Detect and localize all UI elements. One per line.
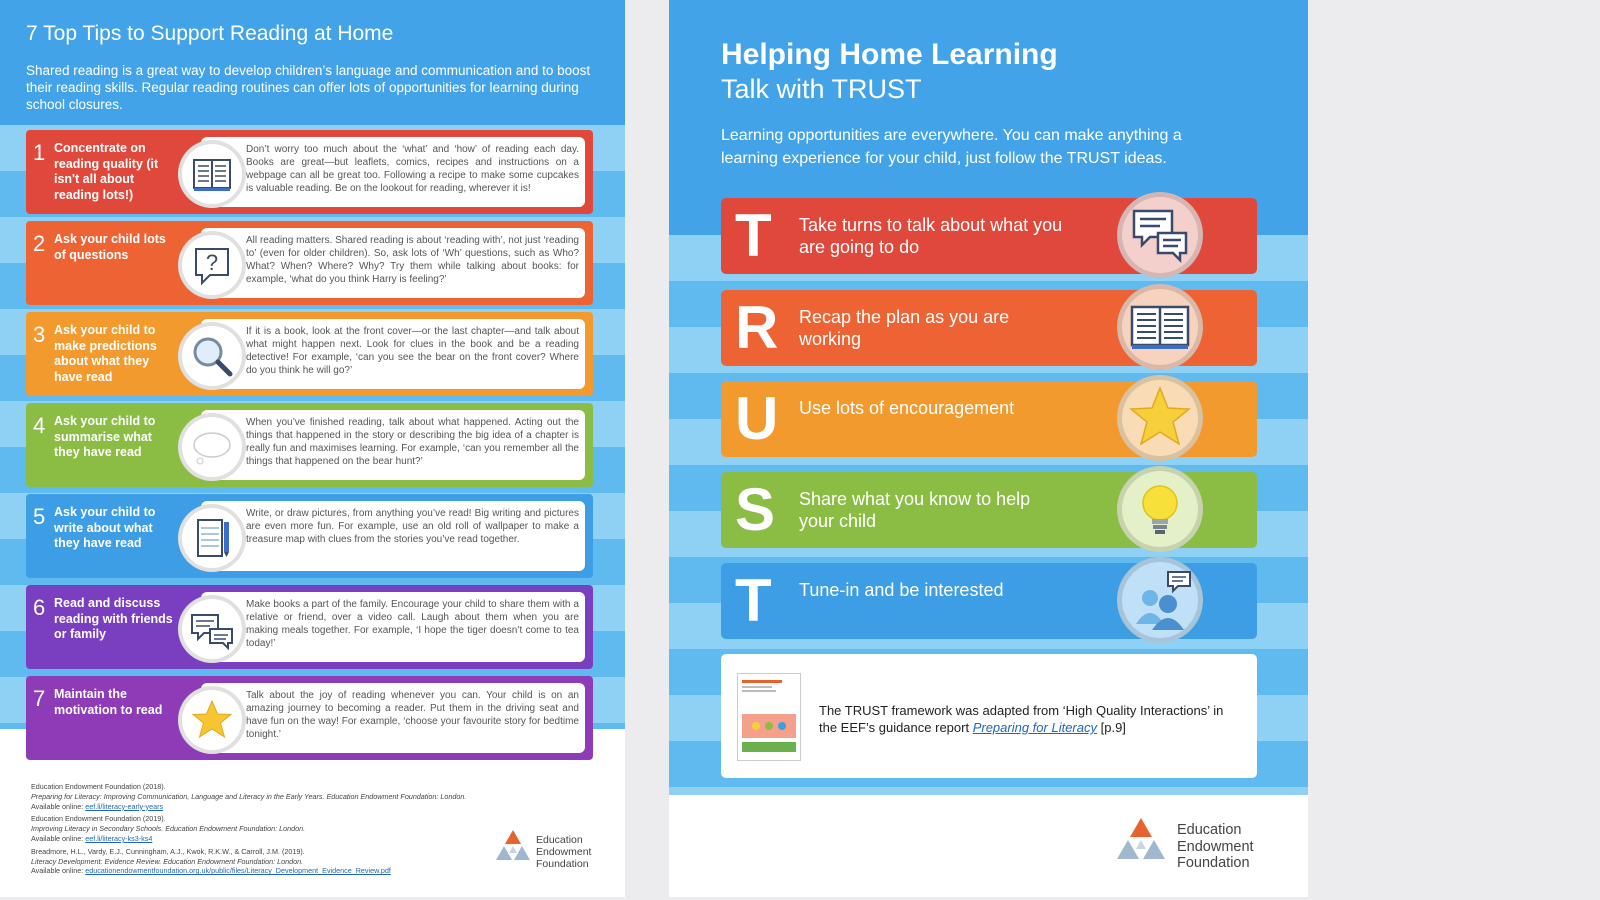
tip-body: Write, or draw pictures, from anything you’ve read! Big writing and pictures are even more fun. For example, use an old roll of wallpaper to make a treasure map with clues from the stories you’ve read together. bbox=[246, 508, 579, 545]
svg-text:?: ? bbox=[205, 250, 219, 275]
poster-intro: Learning opportunities are everywhere. You can make anything a learning experience for your child, just follow the TRUST ideas. bbox=[721, 127, 1182, 167]
tip-title: Ask your child to write about what they have read bbox=[54, 505, 156, 550]
thought-cloud-icon bbox=[178, 413, 246, 481]
reading-tips-poster bbox=[0, 0, 625, 897]
reference-text bbox=[819, 702, 1239, 736]
reference-line: Education Endowment Foundation (2018). bbox=[31, 782, 166, 791]
tip-body: Make books a part of the family. Encourage your child to share them with a relative or friend, over a video call. Laugh about them when you are making meals together. For example, ‘I hope the tiger doesn’t come to tea today!’ bbox=[246, 599, 579, 649]
star-icon bbox=[1117, 375, 1203, 461]
tip-title: Ask your child lots of questions bbox=[54, 232, 166, 262]
question-bubble-icon bbox=[178, 231, 246, 299]
trust-letter: U bbox=[735, 385, 779, 452]
trust-text: Take turns to talk about what you are going to do bbox=[799, 215, 1063, 257]
tip-card-1 bbox=[26, 130, 593, 214]
trust-row-u-encouragement bbox=[721, 381, 1257, 457]
magnifying-glass-icon bbox=[178, 322, 246, 390]
poster-subtitle: Talk with TRUST bbox=[721, 74, 922, 104]
reference-available: Available online: bbox=[31, 833, 84, 843]
trust-poster bbox=[669, 0, 1308, 897]
trust-letter: R bbox=[735, 294, 779, 361]
speech-bubbles-icon bbox=[1117, 192, 1203, 278]
tip-body: Talk about the joy of reading whenever you can. Your child is on an amazing journey to becoming a reader. Put them in the driving seat and have fun on the way! For example, ‘choose your favourite story for bedtime tonight.’ bbox=[246, 690, 579, 740]
lightbulb-icon bbox=[1117, 466, 1203, 552]
reference-available: Available online: bbox=[31, 801, 84, 811]
reference-page: [p.9] bbox=[1100, 720, 1126, 735]
reference-line: Preparing for Literacy: Improving Communication, Language and Literacy in the Early Years. Education Endowment Foundation: London. bbox=[31, 791, 467, 801]
references bbox=[31, 782, 491, 879]
trust-text: Share what you know to help your child bbox=[799, 489, 1031, 531]
reference-entry bbox=[31, 782, 491, 811]
poster-intro: Shared reading is a great way to develop children’s language and communication and to boost their reading skills. Regular reading routines can offer lots of opportunities for learning during school closures. bbox=[26, 63, 591, 112]
reference-line: Literacy Development: Evidence Review. Education Endowment Foundation: London. bbox=[31, 856, 304, 866]
logo-line: Education bbox=[1177, 822, 1242, 838]
trust-text: Recap the plan as you are working bbox=[799, 307, 1010, 349]
reference-available: Available online: bbox=[31, 866, 84, 876]
tip-title: Maintain the motivation to read bbox=[54, 687, 163, 717]
trust-letter: T bbox=[735, 202, 772, 269]
chat-bubbles-icon bbox=[178, 595, 246, 663]
poster-title: Helping Home Learning bbox=[721, 38, 1058, 71]
trust-row-s-share bbox=[721, 472, 1257, 548]
tip-body: Don’t worry too much about the ‘what’ and ‘how’ of reading each day. Books are great—but leaflets, comics, recipes and instructions on a webpage can all be great too. Following a recipe to make some cupcakes is valuable reading. Be on the lookout for reading, wherever it is! bbox=[246, 144, 579, 194]
reference-card bbox=[721, 654, 1257, 778]
eef-logo-text bbox=[1177, 822, 1254, 872]
eef-logo-text bbox=[536, 834, 591, 870]
eef-logo-icon bbox=[494, 830, 532, 866]
guidance-report-thumbnail[interactable] bbox=[737, 673, 801, 761]
reference-line: Breadmore, H.L., Vardy, E.J., Cunningham, A.J., Kwok, R.K.W., & Carroll, J.M. (2019). bbox=[31, 846, 305, 856]
logo-line: Education bbox=[536, 834, 583, 846]
tip-body: If it is a book, look at the front cover—or the last chapter—and talk about what might happen next. Look for clues in the book and be a reading detective! For example, ‘can you see the bear on the front cover? Where do you think he will go?’ bbox=[246, 326, 579, 376]
tip-title: Concentrate on reading quality (it isn't all about reading lots!) bbox=[54, 141, 159, 202]
people-chat-icon bbox=[1117, 557, 1203, 643]
tip-number: 5 bbox=[33, 504, 46, 529]
reference-line: Education Endowment Foundation (2019). bbox=[31, 814, 166, 824]
trust-text: Use lots of encouragement bbox=[799, 398, 1015, 418]
logo-line: Endowment bbox=[1177, 838, 1254, 855]
tip-number: 4 bbox=[33, 413, 46, 438]
tip-card-4 bbox=[26, 403, 593, 487]
trust-row-t-tune-in bbox=[721, 563, 1257, 639]
reference-entry bbox=[31, 814, 491, 843]
open-book-icon bbox=[1117, 284, 1203, 370]
tip-card-6 bbox=[26, 585, 593, 669]
tip-number: 6 bbox=[33, 595, 46, 620]
reference-link[interactable]: eef.li/literacy-ks3-ks4 bbox=[85, 833, 153, 843]
tip-card-5 bbox=[26, 494, 593, 578]
logo-line: Endowment bbox=[536, 846, 592, 858]
tip-title: Ask your child to make predictions about what they have read bbox=[54, 323, 157, 384]
poster-title: 7 Top Tips to Support Reading at Home bbox=[26, 22, 394, 45]
tip-card-2 bbox=[26, 221, 593, 305]
trust-letter: S bbox=[735, 476, 776, 543]
tip-title: Ask your child to summarise what they have read bbox=[54, 414, 156, 459]
reference-entry bbox=[31, 847, 491, 876]
tip-number: 1 bbox=[33, 140, 46, 165]
preparing-for-literacy-link[interactable]: Preparing for Literacy bbox=[972, 720, 1097, 735]
open-book-icon bbox=[178, 140, 246, 208]
trust-text: Tune-in and be interested bbox=[799, 580, 1004, 600]
trust-letter: T bbox=[735, 567, 772, 634]
logo-line: Foundation bbox=[1177, 855, 1250, 871]
reference-line: Improving Literacy in Secondary Schools. Education Endowment Foundation: London. bbox=[31, 824, 306, 834]
tip-body: When you’ve finished reading, talk about what happened. Acting out the things that happened in the story or describing the big idea of a chapter is really fun and maximises learning. For example, ‘can you remember all the things that happened on the bear hunt?’ bbox=[246, 417, 579, 467]
tip-number: 3 bbox=[33, 322, 46, 347]
notebook-pencil-icon bbox=[178, 504, 246, 572]
reference-sentence: The TRUST framework was adapted from ‘High Quality Interactions’ in the EEF’s guidance report bbox=[819, 703, 1224, 735]
trust-row-r-recap bbox=[721, 290, 1257, 366]
tip-card-3 bbox=[26, 312, 593, 396]
trust-row-t-take-turns bbox=[721, 198, 1257, 274]
tip-card-7 bbox=[26, 676, 593, 760]
reference-link[interactable]: educationendowmentfoundation.org.uk/public/files/Literacy_Development_Evidence_Review.pdf bbox=[85, 866, 391, 876]
tip-number: 7 bbox=[33, 686, 46, 711]
tip-title: Read and discuss reading with friends or family bbox=[54, 596, 173, 641]
logo-line: Foundation bbox=[536, 858, 589, 870]
star-icon bbox=[178, 686, 246, 754]
reference-link[interactable]: eef.li/literacy-early-years bbox=[85, 801, 164, 811]
tip-number: 2 bbox=[33, 231, 46, 256]
tip-body: All reading matters. Shared reading is about ‘reading with’, not just ‘reading to’ (even for older children). So, ask lots of ‘Wh’ questions, such as Who? What? When? Where? Why? Try them while talking about books: for example, ‘what do you think Harry is feeling?’ bbox=[246, 235, 579, 285]
eef-logo-icon bbox=[1115, 818, 1167, 868]
